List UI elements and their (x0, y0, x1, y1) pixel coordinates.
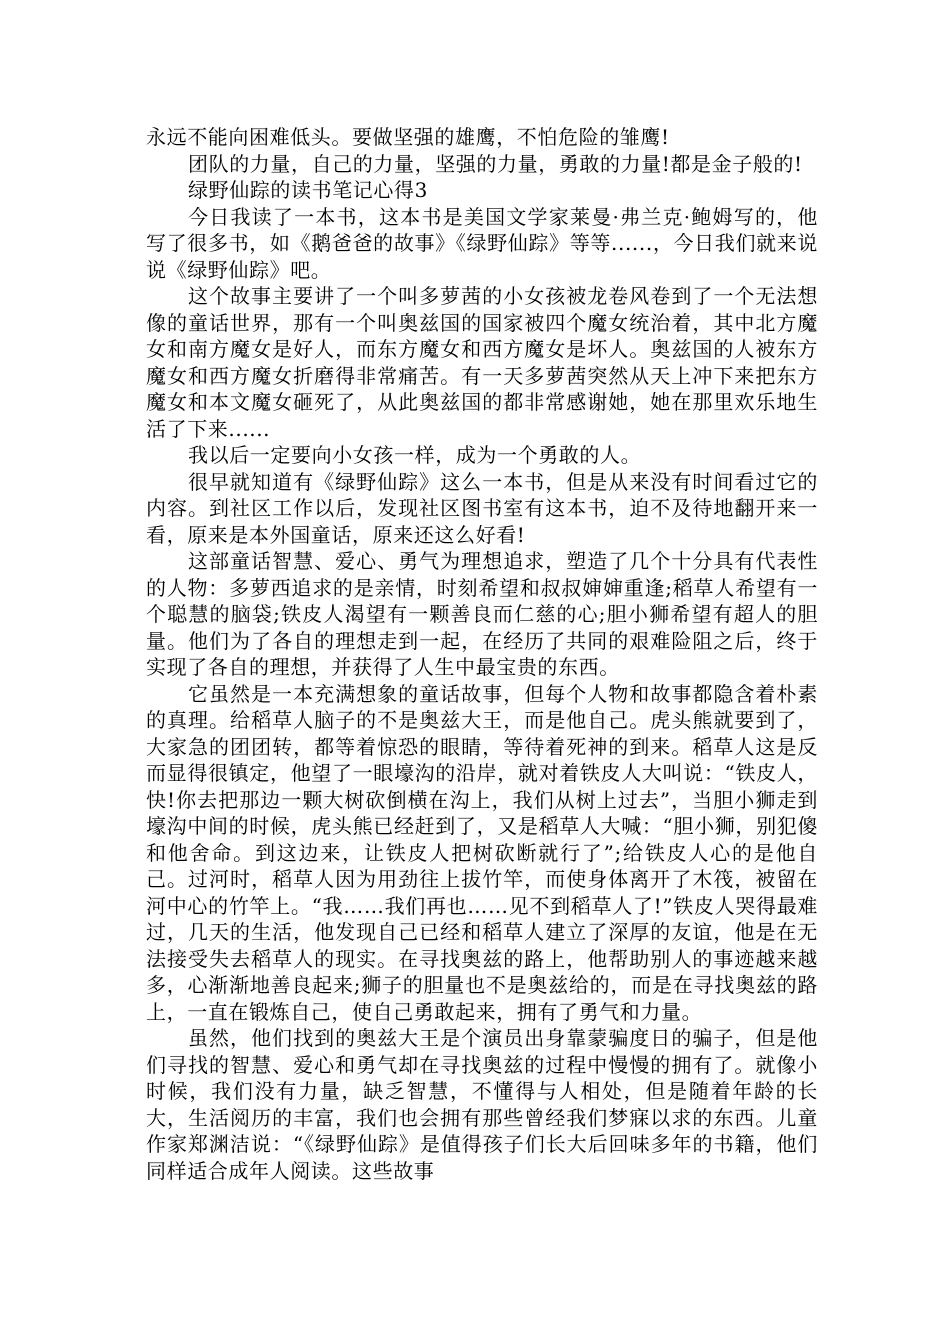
paragraph-1: 永远不能向困难低头。要做坚强的雄鹰，不怕危险的雏鹰! (146, 125, 670, 149)
document-page (146, 124, 818, 1184)
section-heading: 绿野仙踪的读书笔记心得3 (188, 178, 428, 202)
paragraph-9: 虽然，他们找到的奥兹大王是个演员出身靠蒙骗度日的骗子，但是他们寻找的智慧、爱心和勇气却在寻找奥兹的过程中慢慢的拥有了。就像小时候，我们没有力量，缺乏智慧，不懂得与人相处，但是随着年龄的长大，生活阅历的丰富，我们也会拥有那些曾经我们梦寐以求的东西。儿童作家郑渊洁说：“《绿野仙踪》是值得孩子们长大后回味多年的书籍，他们同样适合成年人阅读。这些故事 (146, 1026, 818, 1183)
paragraph-8: 它虽然是一本充满想象的童话故事，但每个人物和故事都隐含着朴素的真理。给稻草人脑子的不是奥兹大王，而是他自己。虎头熊就要到了，大家急的团团转，都等着惊恐的眼睛，等待着死神的到来。稻草人这是反而显得很镇定，他望了一眼壕沟的沿岸，就对着铁皮人大叫说：“铁皮人，快!你去把那边一颗大树砍倒横在沟上，我们从树上过去”，当胆小狮走到壕沟中间的时候，虎头熊已经赶到了，又是稻草人大喊：“胆小狮，别犯傻和他舍命。到这边来，让铁皮人把树砍断就行了”;给铁皮人心的是他自己。过河时，稻草人因为用劲往上拔竹竿，而使身体离开了木筏，被留在河中心的竹竿上。“我……我们再也……见不到稻草人了!”铁皮人哭得最难过，几天的生活，他发现自己已经和稻草人建立了深厚的友谊，他是在无法接受失去稻草人的现实。在寻找奥兹的路上，他帮助别人的事迹越来越多，心渐渐地善良起来;狮子的胆量也不是奥兹给的，而是在寻找奥兹的路上，一直在锻炼自己，使自己勇敢起来，拥有了勇气和力量。 (146, 681, 818, 1024)
paragraph-7: 这部童话智慧、爱心、勇气为理想追求，塑造了几个十分具有代表性的人物：多萝西追求的是亲情，时刻希望和叔叔婶婶重逢;稻草人希望有一个聪慧的脑袋;铁皮人渴望有一颗善良而仁慈的心;胆小狮希望有超人的胆量。他们为了各自的理想走到一起，在经历了共同的艰难险阻之后，终于实现了各自的理想，并获得了人生中最宝贵的东西。 (146, 549, 818, 679)
paragraph-5: 我以后一定要向小女孩一样，成为一个勇敢的人。 (188, 443, 642, 467)
paragraph-6: 很早就知道有《绿野仙踪》这么一本书，但是从来没有时间看过它的内容。到社区工作以后，发现社区图书室有这本书，迫不及待地翻开来一看，原来是本外国童话，原来还这么好看! (146, 469, 818, 547)
paragraph-2: 团队的力量，自己的力量，坚强的力量，勇敢的力量!都是金子般的! (188, 151, 803, 176)
paragraph-3: 今日我读了一本书，这本书是美国文学家莱曼·弗兰克·鲍姆写的，他写了很多书，如《鹅爸爸的故事》《绿野仙踪》等等......，今日我们就来说说《绿野仙踪》吧。 (146, 204, 818, 282)
paragraph-4: 这个故事主要讲了一个叫多萝茜的小女孩被龙卷风卷到了一个无法想像的童话世界，那有一个叫奥兹国的国家被四个魔女统治着，其中北方魔女和南方魔女是好人，而东方魔女和西方魔女是坏人。奥兹国的人被东方魔女和西方魔女折磨得非常痛苦。有一天多萝茜突然从天上冲下来把东方魔女和本文魔女砸死了，从此奥兹国的都非常感谢她，她在那里欢乐地生活了下来...... (146, 284, 818, 441)
